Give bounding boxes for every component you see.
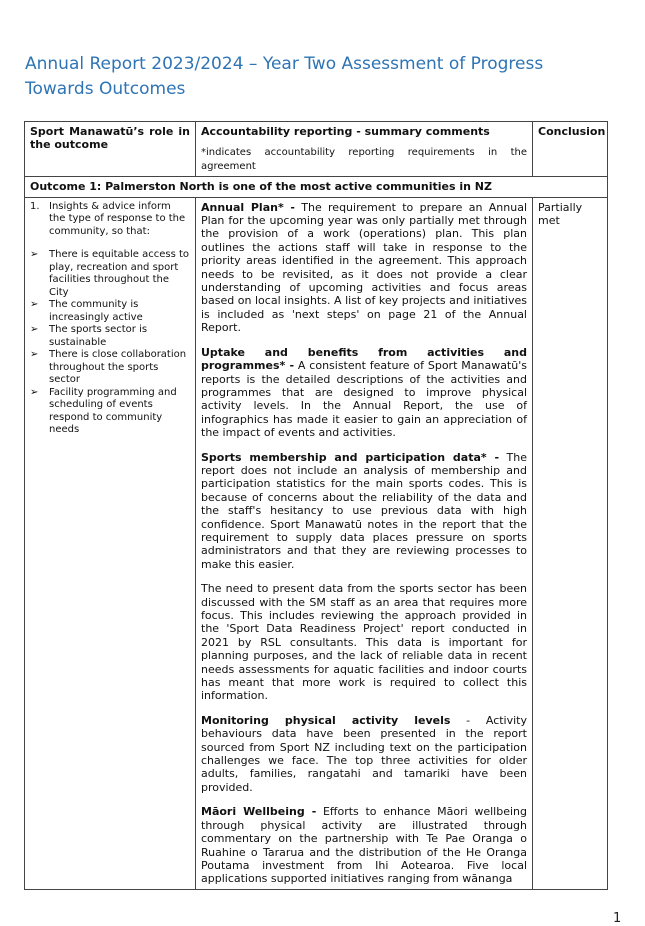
paragraph-heading: Monitoring physical activity levels (201, 713, 451, 727)
arrow-bullet-icon: ➢ (30, 299, 39, 311)
page-title: Annual Report 2023/2024 – Year Two Assessment of Progress Towards Outcomes (25, 54, 544, 99)
paragraph-text: Efforts to enhance Māori wellbeing through physical activity are illustrated through commentary on the partnership with Te Pae Oranga o Ruahine o Tararua and the distribution of the He Oranga Poutama investment from Ihi Aotearoa. Five local applications supported initiatives ranging from wānanga (201, 805, 527, 886)
arrow-bullet-icon: ➢ (30, 349, 39, 361)
role-header: Sport Manawatū’s role in the outcome (25, 122, 196, 177)
list-item-text: There is close collaboration throughout the sports sector (49, 349, 187, 386)
list-item-text: The sports sector is sustainable (49, 324, 148, 348)
list-item (30, 201, 190, 239)
list-item-text: There is equitable access to play, recreation and sport facilities throughout the City (49, 249, 190, 298)
paragraph-text: A consistent feature of Sport Manawatū's reports is the detailed descriptions of the activities and programmes that are designed to improve physical activity levels. In the Annual Report, the use of infographics has made it easier to gain an appreciation of the impact of events and activities. (201, 359, 527, 440)
paragraph-text: The requirement to prepare an Annual Plan for the upcoming year was only partially met through the provision of a work (operations) plan. This plan outlines the actions staff will take in response to the priority areas identified in the agreement. This approach needs to be revisited, as it does not provide a clear understanding of upcoming activities and focus areas based on local insights. A list of key projects and initiatives is included as 'next steps' on page 21 of the Annual Report. (201, 200, 527, 335)
conclusion-header: Conclusion (533, 122, 608, 177)
outcome-list (30, 201, 190, 437)
comment-paragraph (201, 346, 527, 440)
paragraph-heading: Māori Wellbeing - (201, 805, 317, 819)
comment-paragraph (201, 805, 527, 885)
paragraph-heading: Sports membership and participation data* - (201, 450, 500, 464)
conclusion-cell: Partially met (533, 197, 608, 889)
outcome-row (25, 177, 608, 197)
list-item (30, 324, 190, 349)
comment-paragraph (201, 714, 527, 794)
paragraph-text: - Activity behaviours data have been presented in the report sourced from Sport NZ including text on the participation challenges we face. The top three activities for older adults, families, rangatahi and tamariki have been provided. (201, 713, 527, 794)
requirement-note: *indicates accountability reporting requirements in the agreement (201, 147, 527, 172)
header-row (25, 122, 608, 177)
comment-paragraph (201, 582, 527, 703)
list-item-text: The community is increasingly active (49, 299, 143, 323)
list-item-text: Facility programming and scheduling of events respond to community needs (49, 386, 177, 436)
accountability-header: Accountability reporting - summary comments (201, 125, 490, 138)
paragraph-heading: Annual Plan* - (201, 200, 295, 214)
list-item-text: Insights & advice inform the type of response to the community, so that: (49, 200, 186, 237)
list-marker: 1. (30, 200, 40, 212)
assessment-table (24, 121, 608, 890)
arrow-bullet-icon: ➢ (30, 249, 39, 261)
list-item (30, 249, 190, 299)
comment-paragraph (201, 201, 527, 335)
outcome-heading: Outcome 1: Palmerston North is one of the most active communities in NZ (25, 177, 608, 197)
content-row (25, 197, 608, 889)
paragraph-text: The need to present data from the sports sector has been discussed with the SM staff as an area that requires more focus. This includes reviewing the approach provided in the 'Sport Data Readiness Project' report conducted in 2021 by RSL consultants. This data is important for planning purposes, and the lack of reliable data in recent needs assessments for aquatic facilities and indoor courts has meant that more work is required to collect this information. (201, 582, 527, 703)
list-item (30, 387, 190, 437)
paragraph-text: The report does not include an analysis of membership and participation statistics for the main sports codes. This is because of concerns about the reliability of the data and the staff's hesitancy to use previous data with high confidence. Sport Manawatū notes in the report that the requirement to supply data places pressure on sports administrators and that they are reviewing processes to make this easier. (201, 450, 527, 571)
paragraph-heading: Uptake and benefits from activities and programmes* - (201, 345, 527, 373)
arrow-bullet-icon: ➢ (30, 324, 39, 336)
arrow-bullet-icon: ➢ (30, 386, 39, 398)
role-cell (25, 197, 196, 889)
list-item (30, 349, 190, 387)
comments-cell (196, 197, 533, 889)
accountability-header-cell (196, 122, 533, 177)
page-number: 1 (613, 911, 622, 926)
list-item (30, 299, 190, 324)
comment-paragraph (201, 451, 527, 572)
